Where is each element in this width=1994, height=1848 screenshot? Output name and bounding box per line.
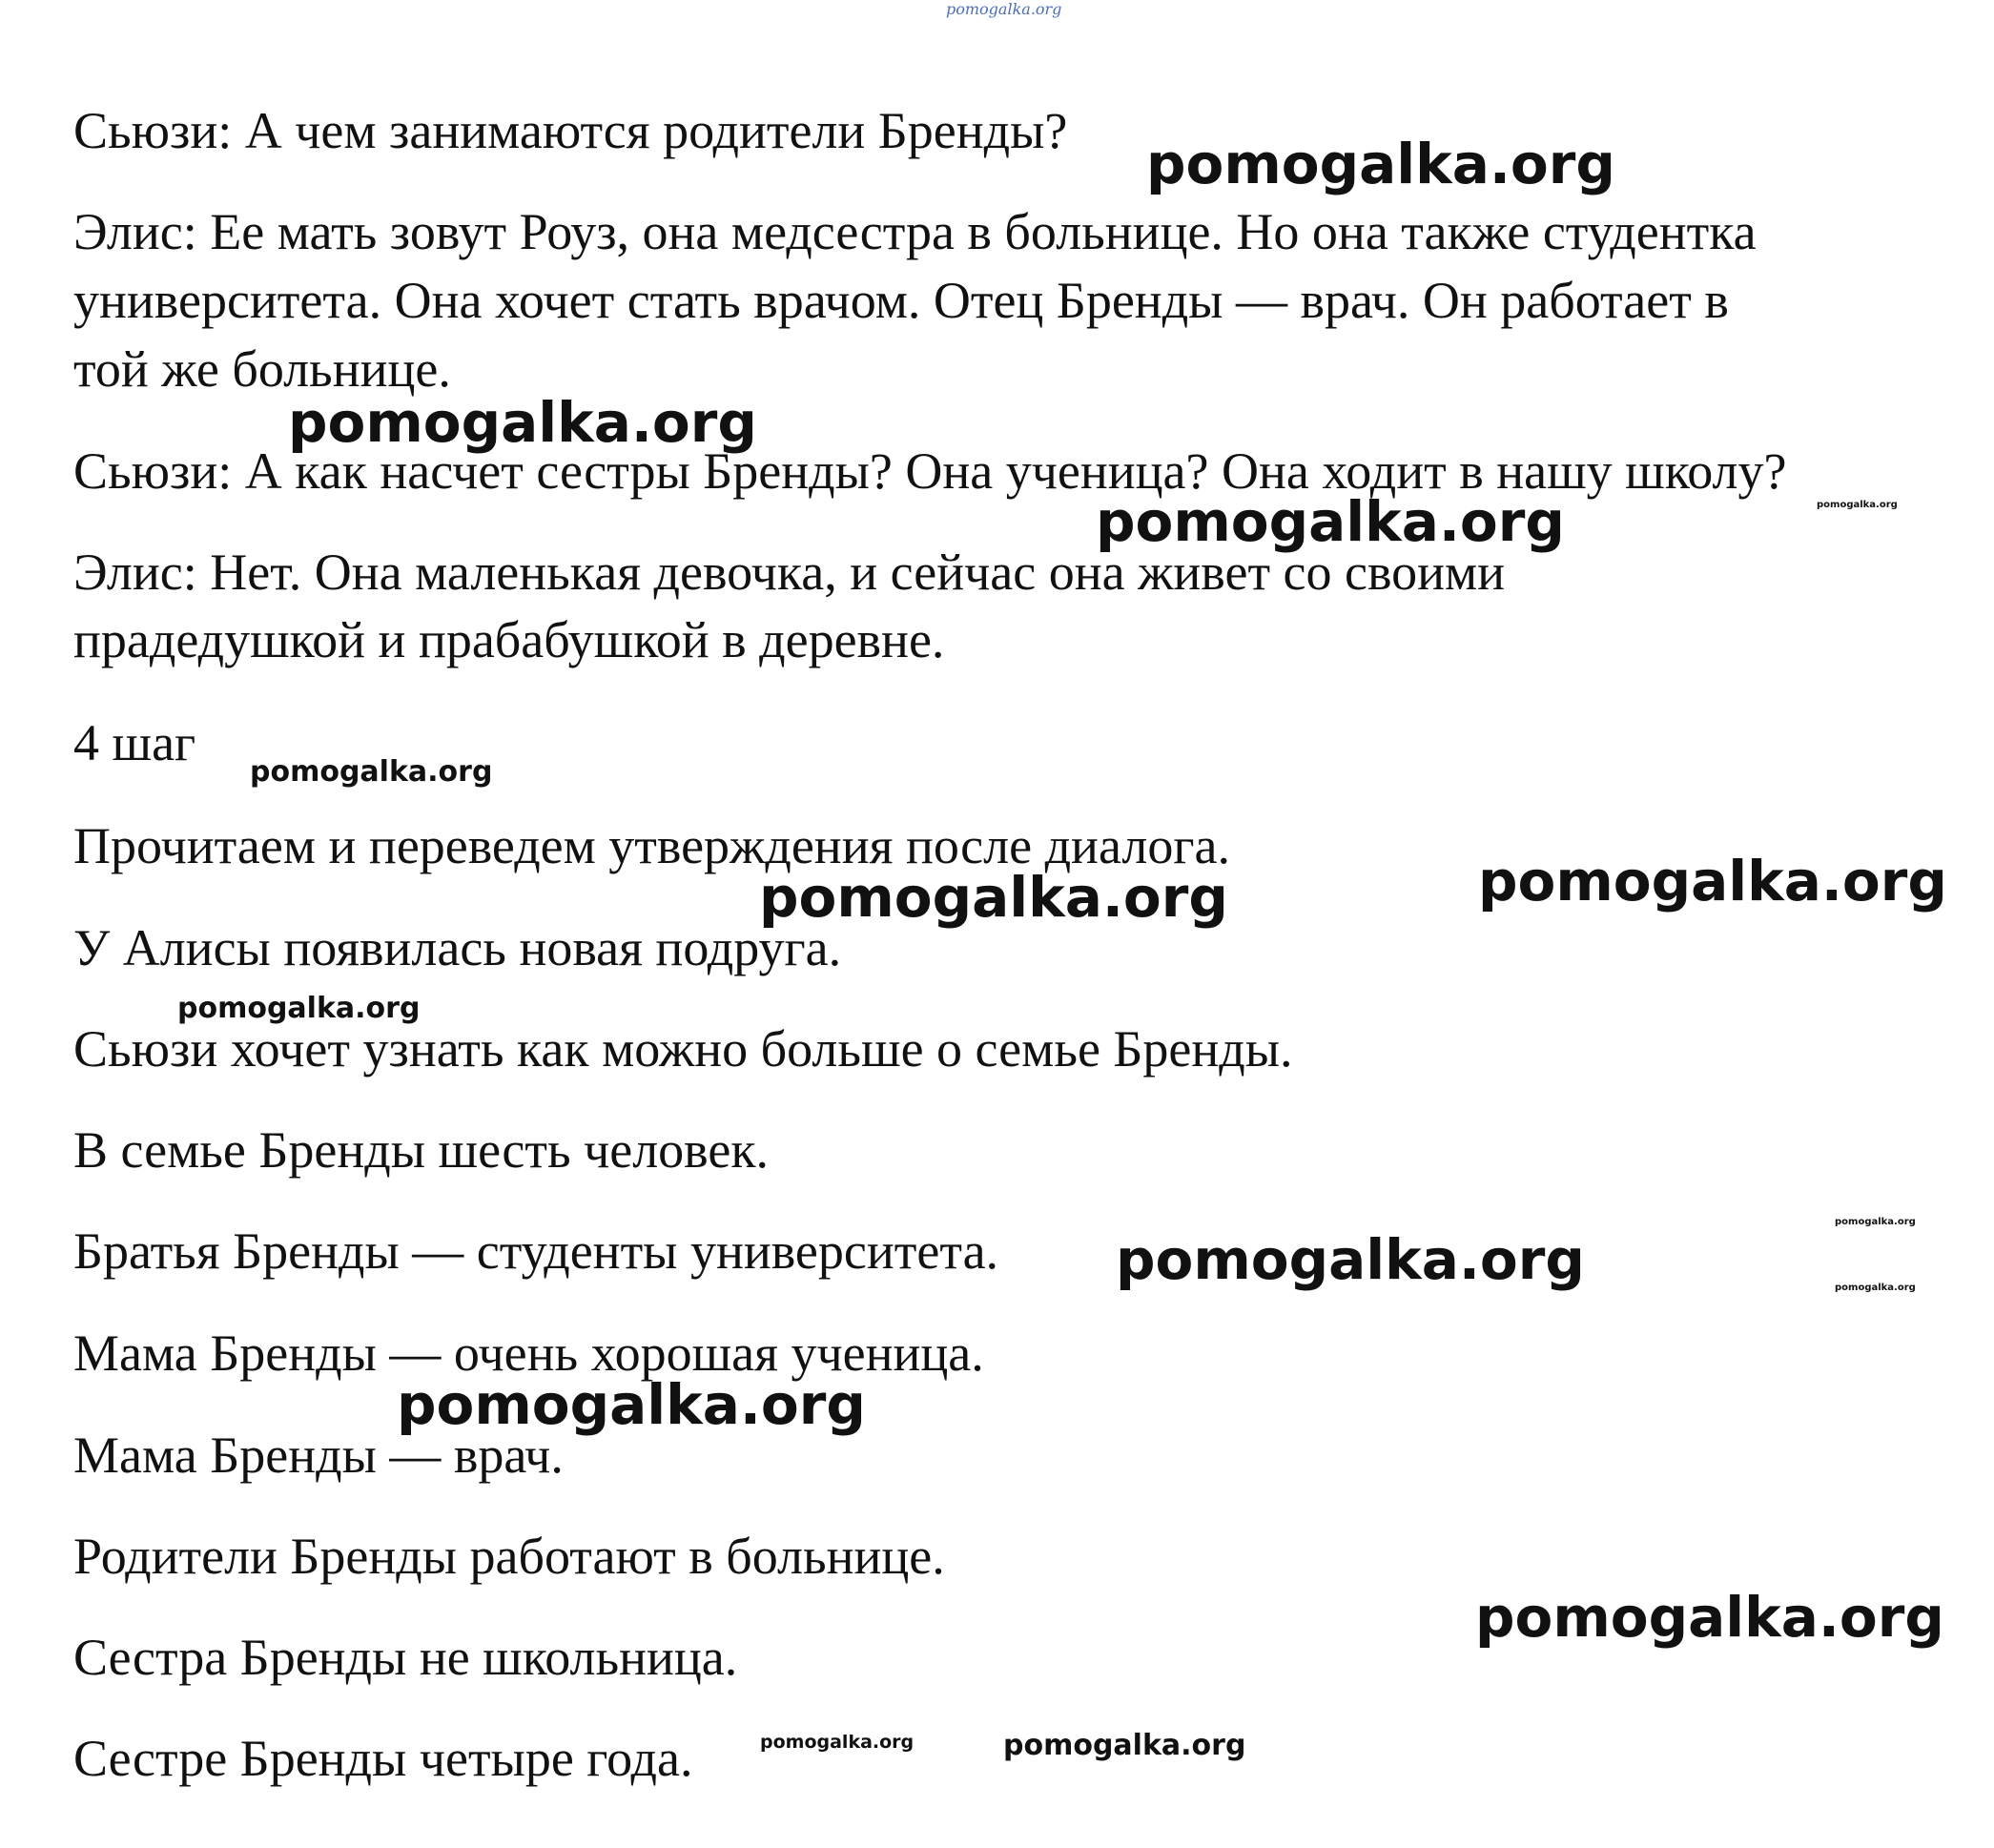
paragraph-line: Сьюзи: А чем занимаются родители Бренды? <box>73 102 1068 159</box>
watermark: pomogalka.org <box>250 755 493 789</box>
watermark: pomogalka.org <box>397 1372 866 1437</box>
watermark-small: pomogalka.org <box>1817 500 1898 510</box>
paragraph-line: Прочитаем и переведем утверждения после диалога. <box>73 817 1230 874</box>
watermark-small: pomogalka.org <box>1835 1217 1916 1227</box>
paragraph-line: Сьюзи: А как насчет сестры Бренды? Она ученица? Она ходит в нашу школу? <box>73 442 1787 500</box>
statement-line: Братья Бренды — студенты университета. <box>73 1222 999 1280</box>
statement-line: Мама Бренды — врач. <box>73 1427 564 1484</box>
paragraph-line: Элис: Нет. Она маленькая девочка, и сейчас она живет со своими <box>73 544 1506 601</box>
watermark-top: pomogalka.org <box>946 0 1062 18</box>
paragraph-line: той же больнице. <box>73 340 451 398</box>
statement-line: Сестре Бренды четыре года. <box>73 1730 693 1787</box>
statement-line: Мама Бренды — очень хорошая ученица. <box>73 1324 984 1382</box>
watermark: pomogalka.org <box>1003 1729 1246 1762</box>
paragraph-line: университета. Она хочет стать врачом. Отец Бренды — врач. Он работает в <box>73 272 1729 329</box>
statement-line: Сестра Бренды не школьница. <box>73 1629 738 1686</box>
watermark: pomogalka.org <box>288 390 757 455</box>
statement-line: В семье Бренды шесть человек. <box>73 1121 770 1179</box>
statement-line: У Алисы появилась новая подруга. <box>73 919 842 976</box>
watermark: pomogalka.org <box>1116 1227 1585 1292</box>
watermark: pomogalka.org <box>1475 1585 1944 1650</box>
step-heading: 4 шаг <box>73 714 196 771</box>
watermark-small: pomogalka.org <box>1835 1283 1916 1293</box>
watermark: pomogalka.org <box>177 992 421 1025</box>
statement-line: Сьюзи хочет узнать как можно больше о семье Бренды. <box>73 1020 1293 1078</box>
watermark: pomogalka.org <box>759 865 1228 930</box>
statement-line: Родители Бренды работают в больнице. <box>73 1528 945 1585</box>
paragraph-line: Элис: Ее мать зовут Роуз, она медсестра в больнице. Но она также студентка <box>73 203 1757 260</box>
watermark: pomogalka.org <box>1478 849 1947 914</box>
watermark: pomogalka.org <box>760 1732 915 1753</box>
watermark: pomogalka.org <box>1146 132 1615 196</box>
paragraph-line: прадедушкой и прабабушкой в деревне. <box>73 611 945 668</box>
watermark: pomogalka.org <box>1096 489 1565 554</box>
